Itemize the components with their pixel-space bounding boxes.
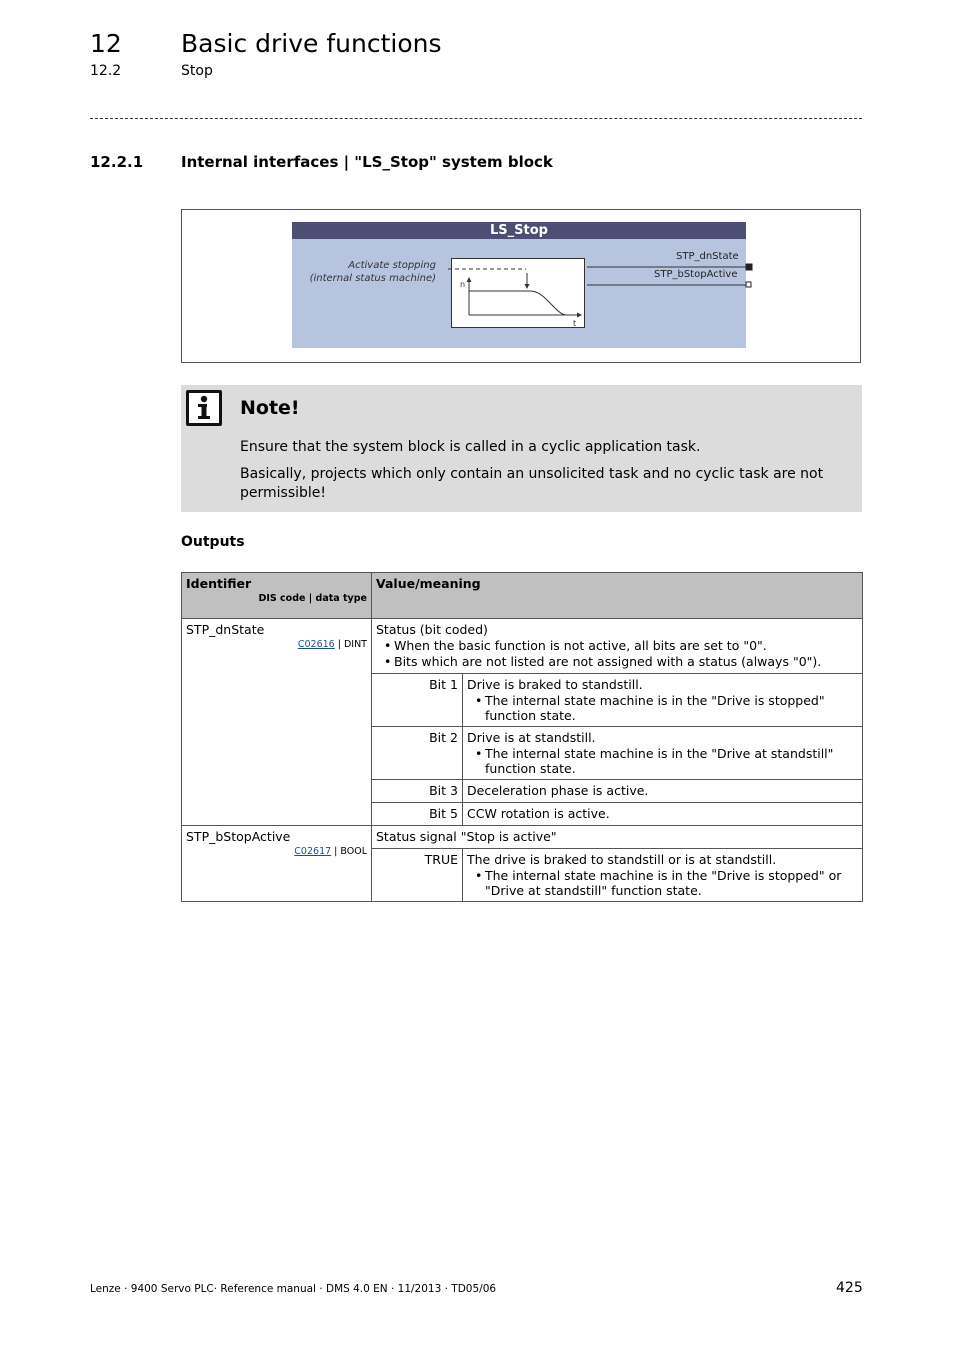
table-row (182, 619, 863, 674)
header-identifier-label: Identifier (186, 576, 252, 591)
identifier-cell (182, 826, 372, 902)
table-header-row (182, 573, 863, 619)
data-type: | DINT (334, 639, 367, 650)
section-title: Stop (181, 63, 213, 79)
bit-label: Bit 2 (372, 727, 463, 780)
axis-t-label: t (573, 319, 577, 328)
input-label-line2: (internal status machine) (309, 273, 436, 284)
bit-description-cell (463, 849, 863, 902)
value-intro: Status signal "Stop is active" (372, 826, 863, 849)
data-type: | BOOL (331, 846, 367, 857)
diagram-connectors (292, 222, 754, 348)
subsection-title: Internal interfaces | "LS_Stop" system block (181, 153, 553, 171)
chapter-title: Basic drive functions (181, 29, 442, 58)
footer-text: Lenze · 9400 Servo PLC· Reference manual · DMS 4.0 EN · 11/2013 · TD05/06 (90, 1283, 497, 1295)
output-label-dnstate: STP_dnState (676, 251, 739, 262)
outputs-heading: Outputs (181, 534, 245, 550)
bit-description: CCW rotation is active. (463, 803, 863, 826)
input-label-line1: Activate stopping (348, 260, 436, 271)
note-title: Note! (240, 397, 300, 419)
value-bullet: • Bits which are not listed are not assigned with a status (always "0"). (376, 654, 858, 670)
identifier-name: STP_dnState (186, 622, 265, 637)
outputs-table (181, 572, 863, 902)
header-identifier (182, 573, 372, 619)
bit-label: Bit 5 (372, 803, 463, 826)
bit-description-cell (463, 674, 863, 727)
note-paragraph-2: Basically, projects which only contain an unsolicited task and no cyclic task are not permissible! (240, 466, 824, 501)
value-intro: Status (bit coded) (376, 622, 488, 637)
output-label-bstopactive: STP_bStopActive (654, 269, 738, 280)
dis-code-link[interactable]: C02617 (294, 846, 332, 857)
page-number: 425 (836, 1280, 863, 1296)
chapter-number: 12 (90, 29, 122, 58)
identifier-name: STP_bStopActive (186, 829, 291, 844)
bit-description: Drive is at standstill. (467, 730, 596, 745)
info-icon (186, 390, 222, 426)
bit-description-cell (463, 727, 863, 780)
note-box (181, 385, 862, 512)
bit-description: The drive is braked to standstill or is at standstill. (467, 852, 777, 867)
subsection-number: 12.2.1 (90, 153, 144, 171)
bit-label: Bit 1 (372, 674, 463, 727)
note-paragraph-1: Ensure that the system block is called in a cyclic application task. (240, 439, 701, 455)
block-title: LS_Stop (292, 222, 746, 239)
bit-label: TRUE (372, 849, 463, 902)
value-cell (372, 619, 863, 674)
bit-label: Bit 3 (372, 780, 463, 803)
header-identifier-sub: DIS code | data type (258, 593, 367, 604)
identifier-cell (182, 619, 372, 826)
section-number: 12.2 (90, 63, 122, 79)
axis-n-label: n (460, 280, 466, 289)
bit-bullet: • The internal state machine is in the "Drive at standstill" function state. (467, 746, 858, 776)
bit-description: Drive is braked to standstill. (467, 677, 643, 692)
bit-bullet: • The internal state machine is in the "Drive is stopped" or "Drive at standstill" function state. (467, 868, 858, 898)
header-divider (90, 118, 862, 119)
header-value: Value/meaning (372, 573, 863, 619)
table-row (182, 826, 863, 849)
system-block-diagram (292, 222, 746, 348)
value-bullet: • When the basic function is not active, all bits are set to "0". (376, 638, 858, 654)
dis-code-link[interactable]: C02616 (297, 639, 335, 650)
bit-description: Deceleration phase is active. (463, 780, 863, 803)
bit-bullet: • The internal state machine is in the "Drive is stopped" function state. (467, 693, 858, 723)
